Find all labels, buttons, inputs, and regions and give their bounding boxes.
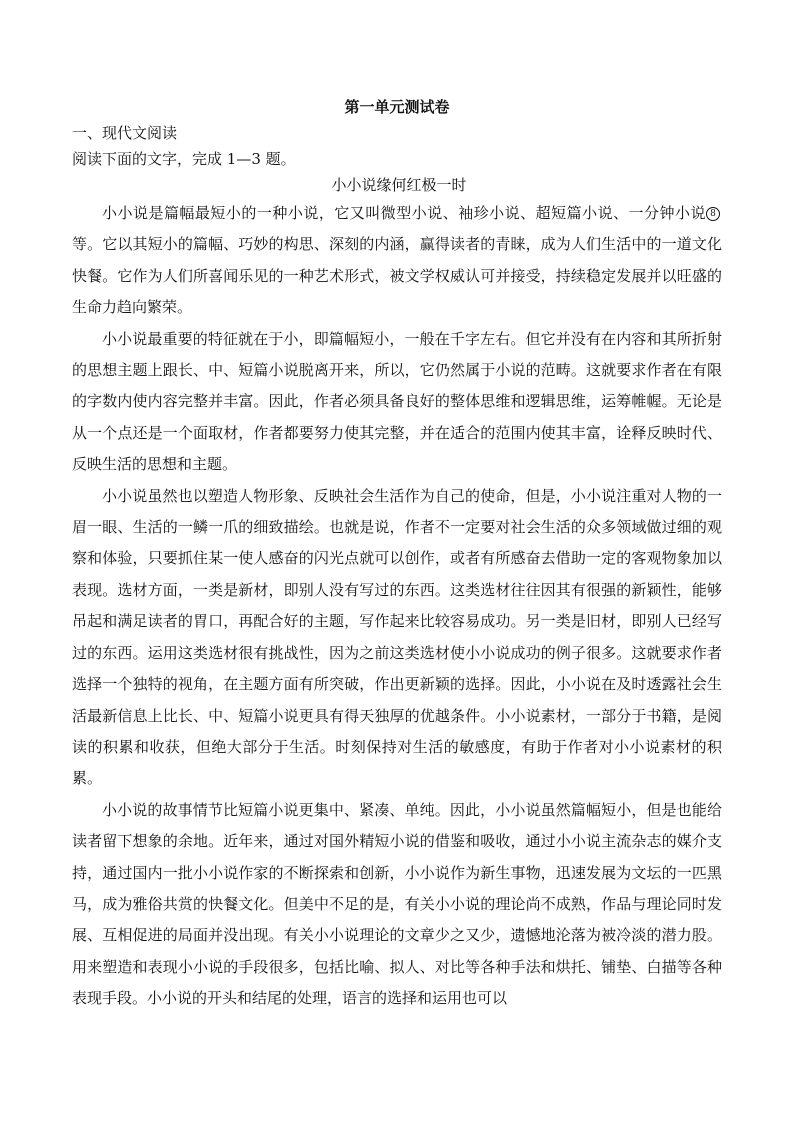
paragraph-1 <box>72 198 722 324</box>
paragraph-4: 小小说的故事情节比短篇小说更集中、紧凑、单纯。因此，小小说虽然篇幅短小，但是也能给读者留下想象的余地。近年来，通过对国外精短小说的借鉴和吸收，通过小小说主流杂志的媒介支持，通过国内一批小小说作家的不断探索和创新，小小说作为新生事物，迅速发展为文坛的一匹黑马，成为雅俗共赏的快餐文化。但美中不足的是，有关小小说的理论尚不成熟，作品与理论同时发展、互相促进的局面并没出现。有关小小说理论的文章少之又少，遗憾地沦落为被冷淡的潜力股。用来塑造和表现小小说的手段很多，包括比喻、拟人、对比等各种手法和烘托、铺垫、白描等各种表现手段。小小说的开头和结尾的处理，语言的选择和运用也可以 <box>72 800 722 1008</box>
paragraph-1-text-a: 小小说是篇幅最短小的一种小说，它又叫微型小说、袖珍小说、超短篇小说、一分钟小说 <box>102 204 706 222</box>
section-heading: 一、现代文阅读 <box>72 124 178 142</box>
reading-instruction: 阅读下面的文字，完成 1—3 题。 <box>72 150 296 168</box>
paragraph-1-text-b: 等。它以其短小的篇幅、巧妙的构思、深刻的内涵，赢得读者的青睐，成为人们生活中的一道文化快餐。它作为人们所喜闻乐见的一种艺术形式，被文学权威认可并接受，持续稳定发展并以旺盛的生命力趋向繁荣。 <box>72 235 722 317</box>
article-title: 小小说缘何红极一时 <box>331 176 467 194</box>
paragraph-2: 小小说最重要的特征就在于小，即篇幅短小，一般在千字左右。但它并没有在内容和其所折射的思想主题上跟长、中、短篇小说脱离开来，所以，它仍然属于小说的范畴。这就要求作者在有限的字数内使内容完整并丰富。因此，作者必须具备良好的整体思维和逻辑思维，运筹帷幄。无论是从一个点还是一个面取材，作者都要努力使其完整，并在适合的范围内使其丰富，诠释反映时代、反映生活的思想和主题。 <box>72 329 722 474</box>
footnote-marker: 8 <box>706 207 720 221</box>
exam-title: 第一单元测试卷 <box>344 98 450 116</box>
exam-page <box>72 94 722 1015</box>
paragraph-3: 小小说虽然也以塑造人物形象、反映社会生活作为自己的使命，但是，小小说注重对人物的一眉一眼、生活的一鳞一爪的细致描绘。也就是说，作者不一定要对社会生活的众多领域做过细的观察和体验，只要抓住某一使人感奋的闪光点就可以创作，或者有所感奋去借助一定的客观物象加以表现。选材方面，一类是新材，即别人没有写过的东西。这类选材往往因其有很强的新颖性，能够吊起和满足读者的胃口，再配合好的主题，写作起来比较容易成功。另一类是旧材，即别人已经写过的东西。运用这类选材很有挑战性，因为之前这类选材使小小说成功的例子很多。这就要求作者选择一个独特的视角，在主题方面有所突破，作出更新颖的选择。因此，小小说在及时透露社会生活最新信息上比长、中、短篇小说更具有得天独厚的优越条件。小小说素材，一部分于书籍，是阅读的积累和收获，但绝大部分于生活。时刻保持对生活的敏感度，有助于作者对小小说素材的积累。 <box>72 486 722 788</box>
